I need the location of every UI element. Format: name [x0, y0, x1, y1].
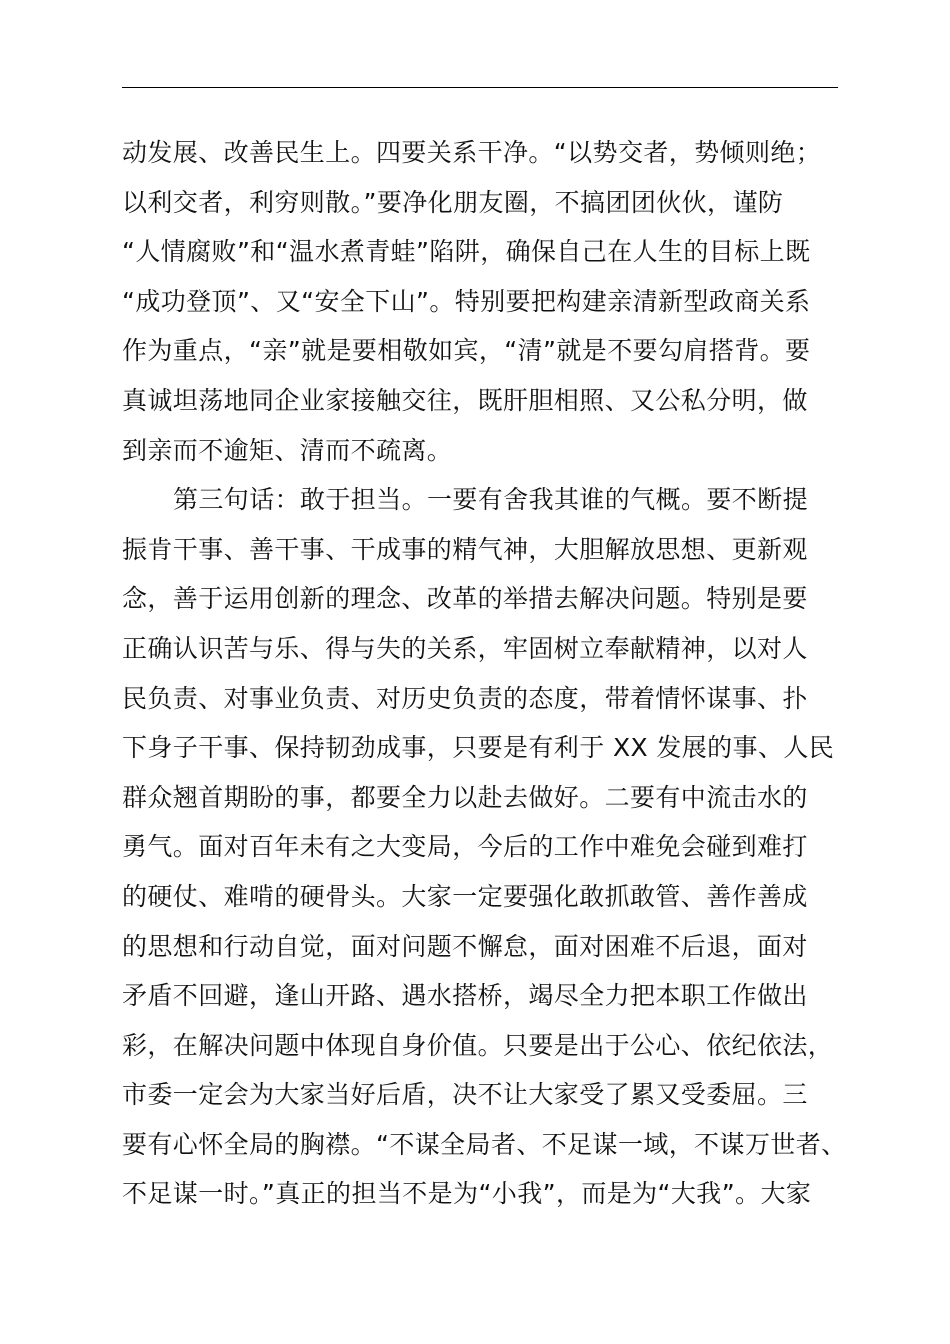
text-line: 市委一定会为大家当好后盾，决不让大家受了累又受委屈。三: [122, 1080, 808, 1110]
paragraph-start-line: 第三句话：敢于担当。一要有舍我其谁的气概。要不断提: [173, 485, 809, 515]
text-line: 动发展、改善民生上。四要关系干净。“以势交者，势倾则绝；: [122, 138, 822, 167]
text-line: 作为重点，“亲”就是要相敬如宾，“清”就是不要勾肩搭背。要: [122, 336, 811, 366]
text-line: 勇气。面对百年未有之大变局，今后的工作中难免会碰到难打: [122, 832, 808, 862]
header-rule: [122, 87, 838, 88]
text-line: 以利交者，利穷则散。”要净化朋友圈，不搞团团伙伙，谨防: [122, 187, 784, 217]
text-line: 的思想和行动自觉，面对问题不懈怠，面对困难不后退，面对: [122, 931, 808, 961]
text-line: 彩，在解决问题中体现自身价值。只要是出于公心、依纪依法，: [122, 1030, 834, 1060]
text-line: 的硬仗、难啃的硬骨头。大家一定要强化敢抓敢管、善作善成: [122, 881, 808, 911]
text-line: 不足谋一时。”真正的担当不是为“小我”，而是为“大我”。大家: [122, 1179, 812, 1209]
text-line: “人情腐败”和“温水煮青蛙”陷阱，确保自己在人生的目标上既: [122, 237, 811, 267]
text-line: 正确认识苦与乐、得与失的关系，牢固树立奉献精神，以对人: [122, 633, 808, 663]
body-text: [122, 128, 862, 1219]
text-line: 下身子干事、保持韧劲成事，只要是有利于 XX 发展的事、人民: [122, 733, 835, 763]
text-line: 真诚坦荡地同企业家接触交往，既肝胆相照、又公私分明，做: [122, 385, 808, 415]
text-line: 到亲而不逾矩、清而不疏离。: [122, 435, 453, 465]
text-line: 念，善于运用创新的理念、改革的举措去解决问题。特别是要: [122, 584, 808, 614]
text-line: 民负责、对事业负责、对历史负责的态度，带着情怀谋事、扑: [122, 683, 808, 713]
text-line: 要有心怀全局的胸襟。“不谋全局者、不足谋一域，不谋万世者、: [122, 1129, 847, 1159]
text-line: “成功登顶”、又“安全下山”。特别要把构建亲清新型政商关系: [122, 286, 811, 316]
text-line: 振肯干事、善干事、干成事的精气神，大胆解放思想、更新观: [122, 534, 808, 564]
text-line: 群众翘首期盼的事，都要全力以赴去做好。二要有中流击水的: [122, 782, 808, 812]
text-line: 矛盾不回避，逢山开路、遇水搭桥，竭尽全力把本职工作做出: [122, 981, 808, 1011]
